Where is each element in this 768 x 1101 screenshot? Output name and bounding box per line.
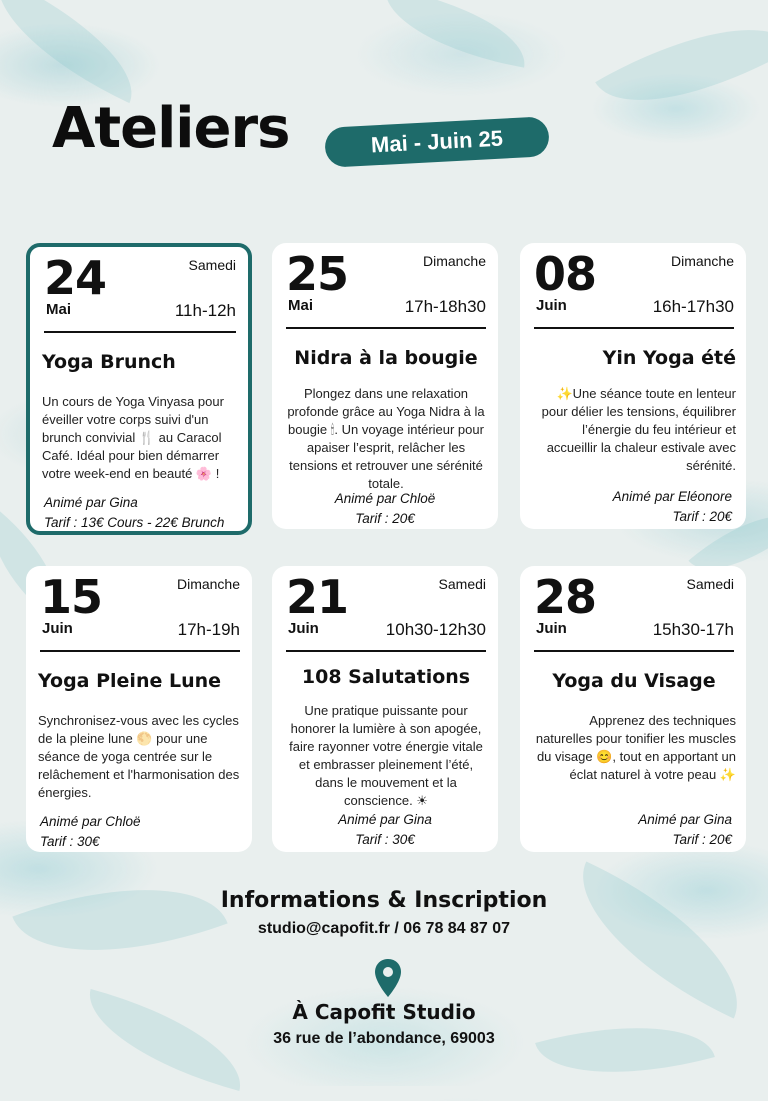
- workshop-day: 08: [534, 247, 597, 301]
- workshop-weekday: Samedi: [188, 257, 236, 273]
- divider: [534, 650, 734, 652]
- divider: [44, 331, 236, 333]
- workshop-month: Juin: [536, 297, 567, 314]
- workshop-name: Yoga Brunch: [42, 351, 176, 373]
- workshop-card-yin-yoga[interactable]: [520, 243, 746, 529]
- workshop-month: Mai: [288, 297, 314, 314]
- workshop-day: 28: [534, 570, 597, 624]
- workshop-day: 24: [44, 251, 107, 305]
- workshop-host: Animé par Gina: [44, 495, 138, 510]
- date-range-badge: Mai - Juin 25: [324, 116, 550, 168]
- workshop-time: 17h-19h: [177, 620, 240, 639]
- contact-details[interactable]: studio@capofit.fr / 06 78 84 87 07: [257, 920, 511, 937]
- workshop-card-yoga-visage[interactable]: [520, 566, 746, 852]
- studio-address: 36 rue de l’abondance, 69003: [273, 1030, 495, 1047]
- workshop-time: 15h30-17h: [652, 620, 734, 639]
- workshop-description: Plongez dans une relaxation profonde grâce au Yoga Nidra à la bougie 🕯. Un voyage intérieur pour apaiser l’esprit, relâcher les tensions et retrouver une sérénité totale.: [287, 386, 485, 491]
- workshop-price: Tarif : 30€: [40, 834, 100, 849]
- workshop-host: Animé par Gina: [338, 812, 432, 827]
- workshop-price: Tarif : 30€: [355, 832, 415, 847]
- workshop-name: Yoga du Visage: [552, 670, 716, 692]
- workshop-host: Animé par Gina: [638, 812, 732, 827]
- divider: [534, 327, 734, 329]
- workshop-price: Tarif : 20€: [672, 509, 732, 524]
- workshop-host: Animé par Chloë: [40, 814, 141, 829]
- divider: [40, 650, 240, 652]
- workshop-name: Nidra à la bougie: [294, 347, 478, 369]
- workshop-description: Apprenez des techniques naturelles pour tonifier les muscles du visage 😊, tout en apportant un éclat naturel à votre peau ✨: [535, 713, 736, 782]
- workshop-month: Juin: [536, 620, 567, 637]
- workshop-description: Synchronisez-vous avec les cycles de la pleine lune 🌕 pour une séance de yoga centrée sur le relâchement et l'harmonisation des énergies.: [38, 713, 240, 800]
- workshop-card-108-salutations[interactable]: [272, 566, 498, 852]
- workshop-weekday: Dimanche: [176, 576, 240, 592]
- workshop-description: Une pratique puissante pour honorer la lumière à son apogée, faire rayonner votre énergie vitale et embrasser pleinement l’été, dans le mouvement et la conscience. ☀: [289, 703, 483, 808]
- workshop-name: Yin Yoga été: [602, 347, 736, 369]
- workshop-price: Tarif : 20€: [355, 511, 415, 526]
- workshop-weekday: Dimanche: [670, 253, 734, 269]
- page-title: Ateliers: [52, 96, 290, 161]
- workshop-weekday: Samedi: [686, 576, 734, 592]
- workshop-month: Juin: [42, 620, 73, 637]
- leaf-decoration: [0, 0, 155, 103]
- workshop-month: Mai: [46, 301, 72, 318]
- workshop-card-pleine-lune[interactable]: [26, 566, 252, 852]
- workshop-price: Tarif : 13€ Cours - 22€ Brunch: [44, 515, 225, 530]
- workshop-host: Animé par Eléonore: [612, 489, 732, 504]
- workshop-name: 108 Salutations: [301, 666, 471, 688]
- workshop-description: ✨Une séance toute en lenteur pour délier les tensions, équilibrer l’énergie du feu intérieur et accueillir la chaleur estivale avec sérénité.: [541, 386, 736, 473]
- divider: [286, 650, 486, 652]
- divider: [286, 327, 486, 329]
- workshop-day: 15: [40, 570, 103, 624]
- workshop-description: Un cours de Yoga Vinyasa pour éveiller votre corps suivi d'un brunch convivial 🍴 au Caracol Café. Idéal pour bien démarrer votre week-end en beauté 🌸 !: [42, 394, 224, 481]
- workshop-weekday: Samedi: [438, 576, 486, 592]
- workshop-time: 11h-12h: [174, 301, 236, 320]
- leaf-decoration: [552, 861, 767, 1018]
- leaf-decoration: [595, 0, 768, 143]
- workshop-time: 17h-18h30: [404, 297, 486, 316]
- leaf-decoration: [376, 0, 533, 68]
- workshop-day: 21: [286, 570, 349, 624]
- workshop-price: Tarif : 20€: [672, 832, 732, 847]
- workshop-time: 16h-17h30: [652, 297, 734, 316]
- location-pin-icon: [373, 958, 403, 998]
- workshop-weekday: Dimanche: [422, 253, 486, 269]
- workshop-time: 10h30-12h30: [385, 620, 486, 639]
- workshop-card-nidra[interactable]: [272, 243, 498, 529]
- workshop-month: Juin: [288, 620, 319, 637]
- studio-name: À Capofit Studio: [292, 1000, 476, 1024]
- info-heading: Informations & Inscription: [220, 888, 548, 913]
- workshop-card-yoga-brunch[interactable]: [26, 243, 252, 535]
- workshop-name: Yoga Pleine Lune: [38, 670, 222, 692]
- workshop-day: 25: [286, 247, 349, 301]
- workshop-host: Animé par Chloë: [334, 491, 436, 506]
